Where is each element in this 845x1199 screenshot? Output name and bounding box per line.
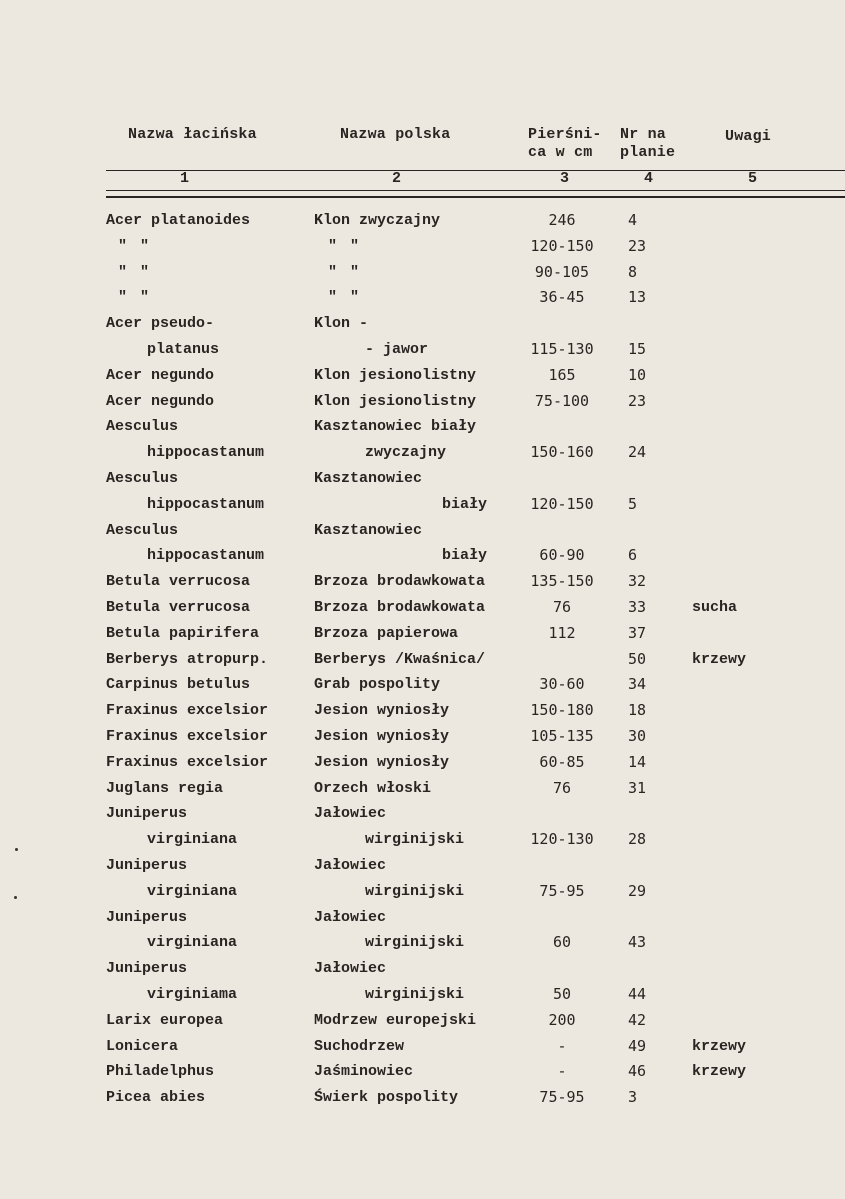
latin-name-cell: Lonicera [106, 1038, 179, 1055]
table-row [0, 337, 845, 362]
table-row [0, 853, 845, 878]
latin-name-cell: Picea abies [106, 1089, 206, 1106]
latin-name-cell: Betula verrucosa [106, 573, 251, 590]
table-row [0, 1059, 845, 1084]
latin-name-cell: Fraxinus excelsior [106, 754, 269, 771]
table-row [0, 827, 845, 852]
table-row [0, 930, 845, 955]
table-row [0, 285, 845, 310]
latin-name-cell: Philadelphus [106, 1063, 215, 1080]
circumference-cell: 165 [548, 366, 576, 384]
plan-number-cell: 13 [628, 288, 647, 306]
table-row [0, 956, 845, 981]
table-row [0, 879, 845, 904]
column-number-4: 4 [644, 170, 654, 187]
latin-name-cell: Acer negundo [106, 367, 215, 384]
plan-number-cell: 43 [628, 933, 647, 951]
table-row [0, 543, 845, 568]
circumference-cell: 75-95 [539, 1088, 585, 1106]
header-circumference-line1: Pierśni- [528, 126, 602, 143]
circumference-cell: 200 [548, 1011, 576, 1029]
latin-name-cell: virginiama [147, 986, 238, 1003]
latin-name-cell: Betula papirifera [106, 625, 260, 642]
latin-name-cell: Betula verrucosa [106, 599, 251, 616]
polish-name-cell: Berberys /Kwaśnica/ [314, 651, 486, 668]
latin-name-cell: Berberys atropurp. [106, 651, 269, 668]
plan-number-cell: 31 [628, 779, 647, 797]
plan-number-cell: 50 [628, 650, 647, 668]
polish-name-cell: Jaśminowiec [314, 1063, 414, 1080]
plan-number-cell: 30 [628, 727, 647, 745]
latin-name-cell: hippocastanum [147, 444, 265, 461]
header-notes: Uwagi [725, 128, 772, 145]
latin-name-cell: " " [118, 289, 152, 306]
table-row [0, 905, 845, 930]
plan-number-cell: 29 [628, 882, 647, 900]
polish-name-cell: Kasztanowiec biały [314, 418, 477, 435]
polish-name-cell: zwyczajny [365, 444, 447, 461]
notes-cell: krzewy [692, 651, 747, 668]
polish-name-cell: " " [328, 238, 362, 255]
latin-name-cell: " " [118, 264, 152, 281]
latin-name-cell: " " [118, 238, 152, 255]
latin-name-cell: Juniperus [106, 960, 188, 977]
circumference-cell: 120-130 [530, 830, 594, 848]
header-polish-name: Nazwa polska [340, 126, 451, 143]
table-row [0, 440, 845, 465]
polish-name-cell: Grab pospolity [314, 676, 441, 693]
table-row [0, 776, 845, 801]
latin-name-cell: hippocastanum [147, 496, 265, 513]
plan-number-cell: 3 [628, 1088, 638, 1106]
polish-name-cell: Klon - [314, 315, 369, 332]
polish-name-cell: biały [442, 547, 488, 564]
polish-name-cell: Jałowiec [314, 960, 387, 977]
circumference-cell: 135-150 [530, 572, 594, 590]
polish-name-cell: Jałowiec [314, 857, 387, 874]
table-row [0, 1085, 845, 1110]
table-row [0, 234, 845, 259]
header-latin-name: Nazwa łacińska [128, 126, 257, 143]
polish-name-cell: Brzoza brodawkowata [314, 599, 486, 616]
header-plan-number-line2: planie [620, 144, 676, 161]
circumference-cell: 60-85 [539, 753, 585, 771]
table-row [0, 595, 845, 620]
circumference-cell: 30-60 [539, 675, 585, 693]
circumference-cell: 90-105 [534, 263, 590, 281]
table-row [0, 724, 845, 749]
circumference-cell: 76 [552, 598, 572, 616]
plan-number-cell: 10 [628, 366, 647, 384]
plan-number-cell: 23 [628, 392, 647, 410]
latin-name-cell: Acer platanoides [106, 212, 251, 229]
circumference-cell: 120-150 [530, 237, 594, 255]
circumference-cell: 75-100 [534, 392, 590, 410]
polish-name-cell: Klon zwyczajny [314, 212, 441, 229]
latin-name-cell: hippocastanum [147, 547, 265, 564]
header-plan-number [620, 126, 675, 162]
polish-name-cell: Jesion wyniosły [314, 702, 450, 719]
polish-name-cell: Kasztanowiec [314, 522, 423, 539]
polish-name-cell: Kasztanowiec [314, 470, 423, 487]
latin-name-cell: Carpinus betulus [106, 676, 251, 693]
table-row [0, 208, 845, 233]
polish-name-cell: Jesion wyniosły [314, 754, 450, 771]
plan-number-cell: 32 [628, 572, 647, 590]
plan-number-cell: 49 [628, 1037, 647, 1055]
polish-name-cell: Modrzew europejski [314, 1012, 477, 1029]
notes-cell: sucha [692, 599, 738, 616]
table-row [0, 260, 845, 285]
plan-number-cell: 46 [628, 1062, 647, 1080]
plan-number-cell: 24 [628, 443, 647, 461]
circumference-cell: 105-135 [530, 727, 594, 745]
polish-name-cell: Jałowiec [314, 909, 387, 926]
polish-name-cell: wirginijski [365, 986, 465, 1003]
latin-name-cell: virginiana [147, 831, 238, 848]
circumference-cell: 36-45 [539, 288, 585, 306]
latin-name-cell: Fraxinus excelsior [106, 702, 269, 719]
table-row [0, 698, 845, 723]
polish-name-cell: " " [328, 289, 362, 306]
plan-number-cell: 42 [628, 1011, 647, 1029]
plan-number-cell: 8 [628, 263, 638, 281]
table-row [0, 672, 845, 697]
plan-number-cell: 15 [628, 340, 647, 358]
circumference-cell: 50 [552, 985, 572, 1003]
table-row [0, 621, 845, 646]
circumference-cell: 76 [552, 779, 572, 797]
table-row [0, 311, 845, 336]
plan-number-cell: 4 [628, 211, 638, 229]
circumference-cell: 150-160 [530, 443, 594, 461]
latin-name-cell: Aesculus [106, 470, 179, 487]
table-row [0, 801, 845, 826]
latin-name-cell: Aesculus [106, 522, 179, 539]
circumference-cell: 115-130 [530, 340, 594, 358]
polish-name-cell: Orzech włoski [314, 780, 432, 797]
circumference-cell: 150-180 [530, 701, 594, 719]
scan-speck [14, 896, 17, 899]
header-plan-number-line1: Nr na [620, 126, 667, 143]
table-row [0, 518, 845, 543]
polish-name-cell: Świerk pospolity [314, 1089, 459, 1106]
polish-name-cell: - jawor [365, 341, 429, 358]
polish-name-cell: Brzoza brodawkowata [314, 573, 486, 590]
table-row [0, 982, 845, 1007]
table-row [0, 492, 845, 517]
plan-number-cell: 14 [628, 753, 647, 771]
table-row [0, 414, 845, 439]
header-circumference [528, 126, 602, 162]
polish-name-cell: Suchodrzew [314, 1038, 405, 1055]
column-number-5: 5 [748, 170, 758, 187]
header-rule-top [106, 170, 845, 171]
plan-number-cell: 28 [628, 830, 647, 848]
table-row [0, 466, 845, 491]
scan-speck [15, 848, 18, 851]
latin-name-cell: Fraxinus excelsior [106, 728, 269, 745]
table-row [0, 647, 845, 672]
polish-name-cell: wirginijski [365, 934, 465, 951]
latin-name-cell: virginiana [147, 883, 238, 900]
column-number-3: 3 [560, 170, 570, 187]
polish-name-cell: Brzoza papierowa [314, 625, 459, 642]
plan-number-cell: 34 [628, 675, 647, 693]
header-circumference-line2: ca w cm [528, 144, 593, 161]
notes-cell: krzewy [692, 1038, 747, 1055]
circumference-cell: - [557, 1037, 567, 1055]
latin-name-cell: Larix europea [106, 1012, 224, 1029]
circumference-cell: 120-150 [530, 495, 594, 513]
latin-name-cell: Juniperus [106, 909, 188, 926]
plan-number-cell: 37 [628, 624, 647, 642]
polish-name-cell: biały [442, 496, 488, 513]
latin-name-cell: Aesculus [106, 418, 179, 435]
circumference-cell: 112 [548, 624, 576, 642]
table-row [0, 1034, 845, 1059]
header-rule-bottom [106, 196, 845, 198]
table-row [0, 389, 845, 414]
polish-name-cell: wirginijski [365, 831, 465, 848]
plan-number-cell: 18 [628, 701, 647, 719]
plan-number-cell: 5 [628, 495, 638, 513]
plan-number-cell: 6 [628, 546, 638, 564]
table-row [0, 1008, 845, 1033]
polish-name-cell: wirginijski [365, 883, 465, 900]
latin-name-cell: Juniperus [106, 857, 188, 874]
circumference-cell: 75-95 [539, 882, 585, 900]
notes-cell: krzewy [692, 1063, 747, 1080]
plan-number-cell: 33 [628, 598, 647, 616]
plan-number-cell: 44 [628, 985, 647, 1003]
polish-name-cell: Klon jesionolistny [314, 393, 477, 410]
circumference-cell: 60 [552, 933, 572, 951]
latin-name-cell: platanus [147, 341, 220, 358]
circumference-cell: - [557, 1062, 567, 1080]
table-row [0, 363, 845, 388]
column-number-1: 1 [180, 170, 190, 187]
polish-name-cell: Jesion wyniosły [314, 728, 450, 745]
polish-name-cell: Jałowiec [314, 805, 387, 822]
plan-number-cell: 23 [628, 237, 647, 255]
polish-name-cell: " " [328, 264, 362, 281]
circumference-cell: 246 [548, 211, 576, 229]
polish-name-cell: Klon jesionolistny [314, 367, 477, 384]
table-row [0, 750, 845, 775]
circumference-cell: 60-90 [539, 546, 585, 564]
latin-name-cell: Juglans regia [106, 780, 224, 797]
header-rule-mid [106, 190, 845, 191]
table-row [0, 569, 845, 594]
latin-name-cell: virginiana [147, 934, 238, 951]
latin-name-cell: Acer pseudo- [106, 315, 215, 332]
latin-name-cell: Acer negundo [106, 393, 215, 410]
column-number-2: 2 [392, 170, 402, 187]
latin-name-cell: Juniperus [106, 805, 188, 822]
